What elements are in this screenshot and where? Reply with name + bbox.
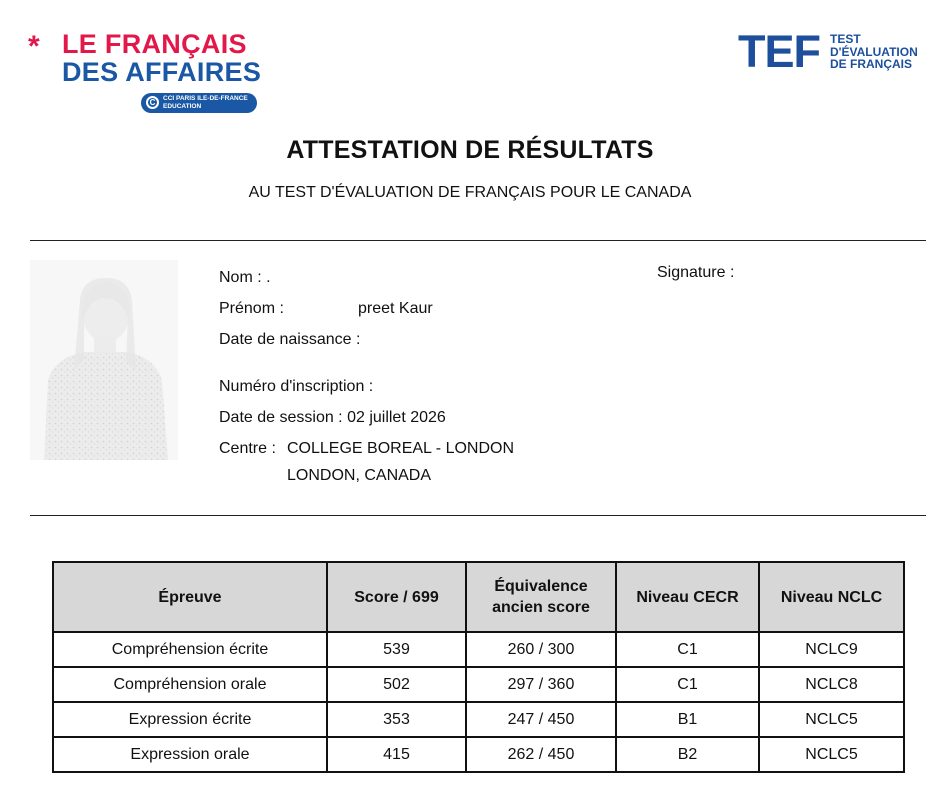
cell-cecr: C1	[616, 667, 759, 702]
logo-line-2: DES AFFAIRES	[62, 57, 262, 87]
cell-score: 353	[327, 702, 466, 737]
cell-epreuve: Expression orale	[53, 737, 327, 772]
cell-epreuve: Compréhension écrite	[53, 632, 327, 667]
cell-nclc: NCLC5	[759, 702, 904, 737]
tef-tagline-line-1: TEST	[830, 32, 861, 46]
numero-inscription-field: Numéro d'inscription :	[219, 378, 374, 395]
cci-badge-line-2: EDUCATION	[163, 102, 202, 110]
asterisk-icon: *	[28, 30, 40, 63]
centre-line-1: COLLEGE BOREAL - LONDON	[287, 440, 515, 457]
cell-equivalence: 297 / 360	[466, 667, 616, 702]
tef-acronym: TEF	[738, 26, 820, 77]
header-epreuve: Épreuve	[53, 562, 327, 632]
tef-logo	[738, 26, 928, 77]
cell-epreuve: Expression écrite	[53, 702, 327, 737]
date-naissance-field: Date de naissance :	[219, 331, 361, 348]
cci-badge	[141, 93, 257, 113]
header-equivalence-line-2: ancien score	[492, 599, 590, 616]
cell-nclc: NCLC5	[759, 737, 904, 772]
prenom-label: Prénom :	[219, 300, 284, 317]
nom-field: Nom : .	[219, 269, 271, 286]
prenom-value: preet Kaur	[358, 300, 433, 317]
document-title: ATTESTATION DE RÉSULTATS	[286, 136, 654, 164]
le-francais-des-affaires-logo	[28, 30, 268, 120]
cell-cecr: B1	[616, 702, 759, 737]
cell-equivalence: 262 / 450	[466, 737, 616, 772]
header-score: Score / 699	[327, 562, 466, 632]
middle-divider	[30, 515, 926, 516]
tef-tagline	[830, 33, 918, 71]
cell-nclc: NCLC8	[759, 667, 904, 702]
cell-score: 415	[327, 737, 466, 772]
results-table	[52, 561, 905, 773]
centre-line-2: LONDON, CANADA	[287, 467, 432, 484]
header-equivalence-line-1: Équivalence	[494, 578, 588, 595]
cci-badge-text	[163, 95, 248, 110]
cell-score: 539	[327, 632, 466, 667]
tef-tagline-line-2: D'ÉVALUATION	[830, 44, 918, 59]
document-subtitle: AU TEST D'ÉVALUATION DE FRANÇAIS POUR LE CANADA	[248, 184, 692, 201]
cell-nclc: NCLC9	[759, 632, 904, 667]
cell-score: 502	[327, 667, 466, 702]
cell-equivalence: 247 / 450	[466, 702, 616, 737]
table-row	[53, 702, 904, 737]
table-row	[53, 737, 904, 772]
centre-label: Centre :	[219, 440, 276, 457]
header-equivalence	[466, 562, 616, 632]
date-session-field: Date de session : 02 juillet 2026	[219, 409, 446, 426]
logo-line-1: LE FRANÇAIS	[62, 29, 247, 59]
candidate-photo	[30, 260, 178, 460]
cell-cecr: B2	[616, 737, 759, 772]
tef-tagline-line-3: DE FRANÇAIS	[830, 57, 913, 71]
cell-epreuve: Compréhension orale	[53, 667, 327, 702]
header-niveau-nclc: Niveau NCLC	[759, 562, 904, 632]
header-niveau-cecr: Niveau CECR	[616, 562, 759, 632]
table-header-row	[53, 562, 904, 632]
cci-emblem-icon: C	[146, 96, 159, 109]
table-row	[53, 667, 904, 702]
cell-cecr: C1	[616, 632, 759, 667]
table-row	[53, 632, 904, 667]
cell-equivalence: 260 / 300	[466, 632, 616, 667]
cci-badge-line-1: CCI PARIS ILE-DE-FRANCE	[163, 95, 248, 102]
top-divider	[30, 240, 926, 241]
signature-field: Signature :	[657, 264, 735, 281]
